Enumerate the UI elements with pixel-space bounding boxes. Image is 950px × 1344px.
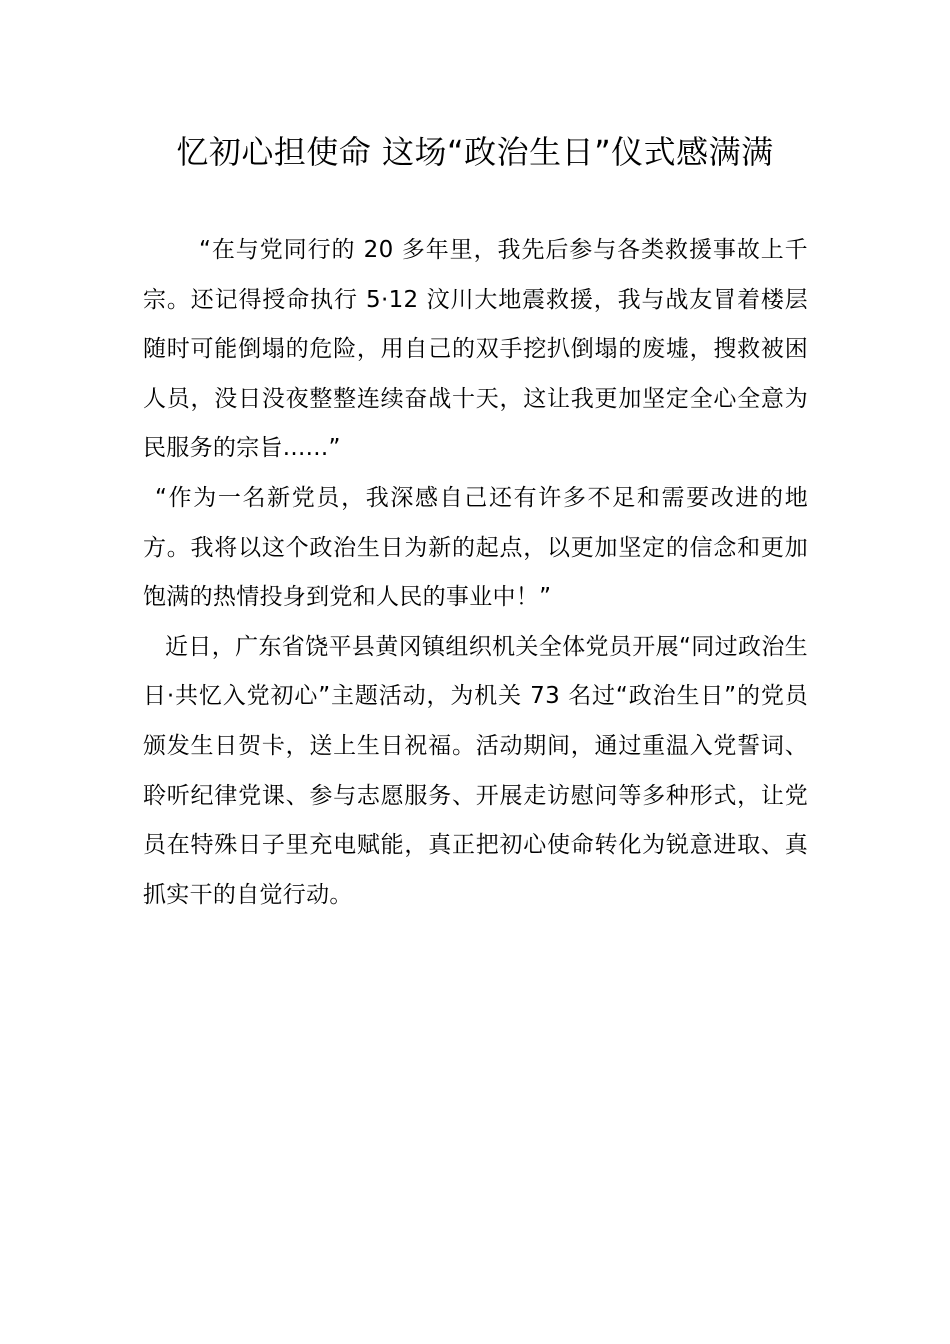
paragraph-new-member-quote: “作为一名新党员，我深感自己还有许多不足和需要改进的地方。我将以这个政治生日为新的起点，以更加坚定的信念和更加饱满的热情投身到党和人民的事业中！” [143,484,808,611]
paragraph-rescue-quote: “在与党同行的 20 多年里，我先后参与各类救援事故上千宗。还记得授命执行 5·12 汶川大地震救援，我与战友冒着楼层随时可能倒塌的危险，用自己的双手挖扒倒塌的废墟，搜救被困人员，没日没夜整整连续奋战十天，这让我更加坚定全心全意为民服务的宗旨......” [143,237,808,462]
paragraph-event-description: 近日，广东省饶平县黄冈镇组织机关全体党员开展“同过政治生日·共忆入党初心”主题活动，为机关 73 名过“政治生日”的党员颁发生日贺卡，送上生日祝福。活动期间，通过重温入党誓词、聆听纪律党课、参与志愿服务、开展走访慰问等多种形式，让党员在特殊日子里充电赋能，真正把初心使命转化为锐意进取、真抓实干的自觉行动。 [143,633,808,908]
document-title: 忆初心担使命 这场“政治生日”仪式感满满 [176,133,774,171]
document-body [143,226,808,920]
